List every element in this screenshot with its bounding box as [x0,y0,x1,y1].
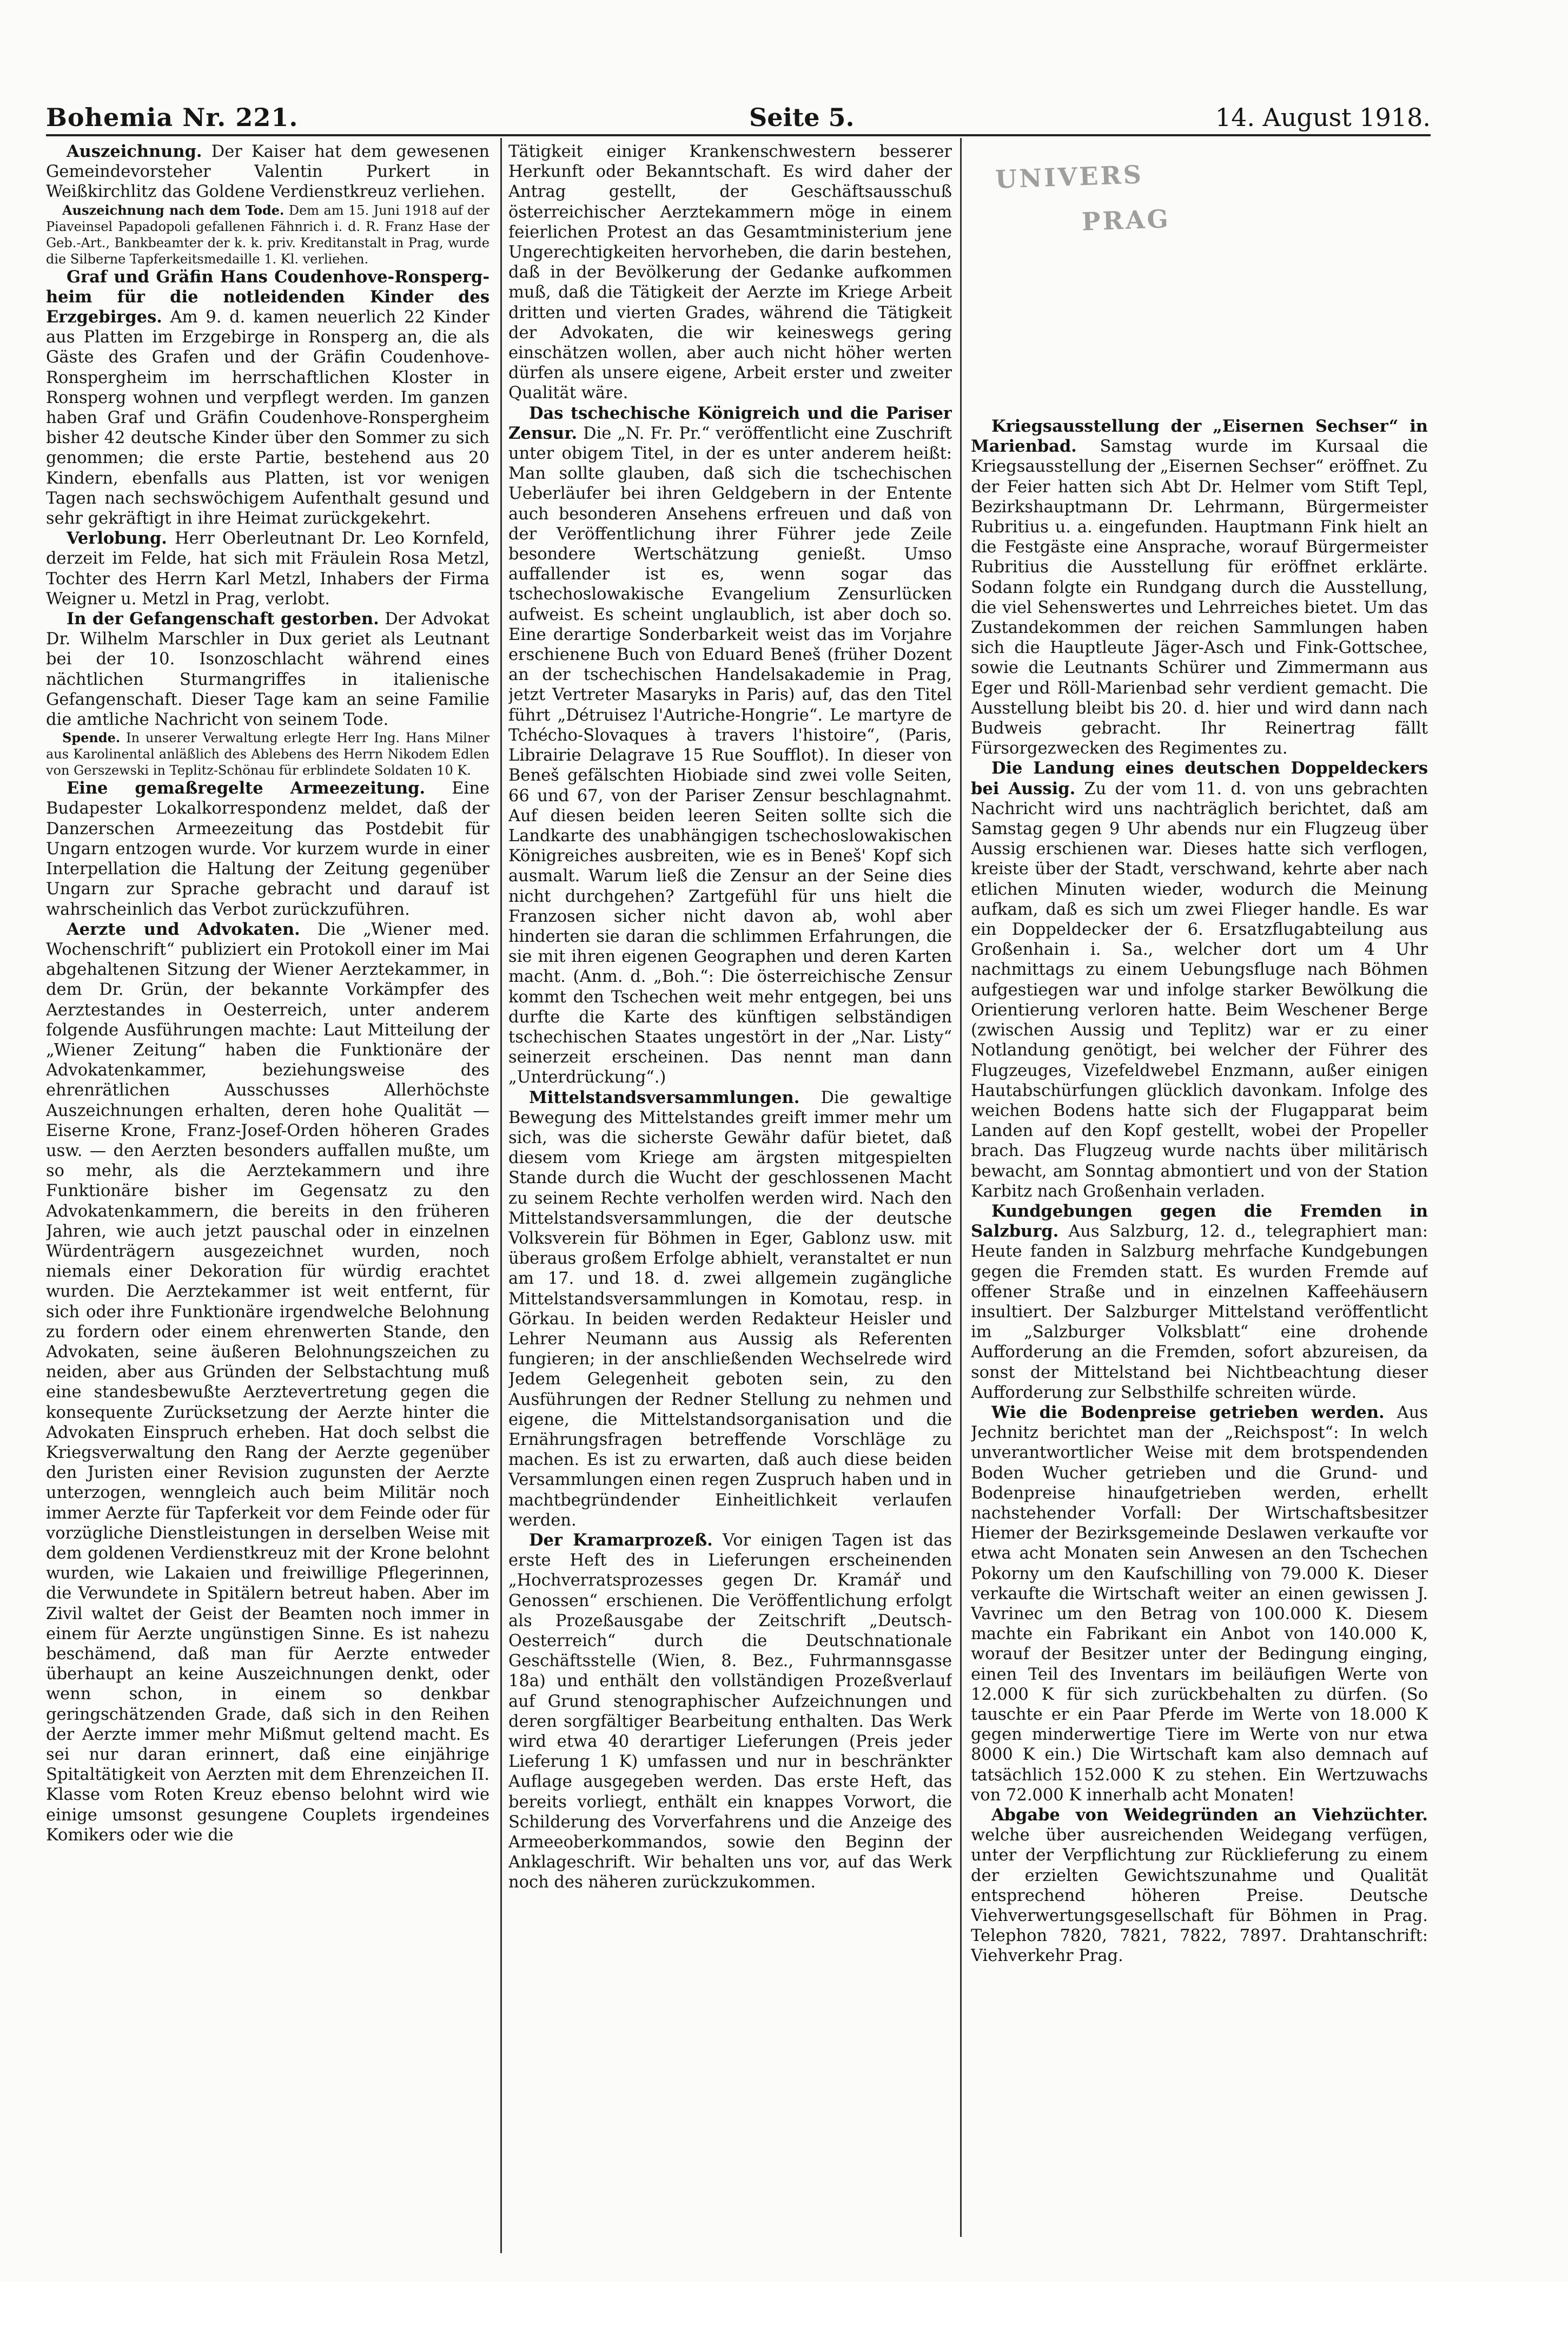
article-heading: Mittelstandsversammlungen. [529,1087,800,1107]
article-paragraph [508,404,952,1088]
article-heading: Verlobung. [67,529,167,549]
article-paragraph [508,142,952,404]
article-paragraph [971,1805,1428,1966]
article-paragraph [508,1088,952,1530]
column-divider [960,138,962,2237]
column-3 [971,417,1428,2337]
article-paragraph [971,417,1428,758]
article-heading: Graf und Gräfin Hans Coudenhove-Ronspergheim für die notleidenden Kinder des Erzgebirges. [46,267,489,327]
column-2 [508,142,952,2252]
column-divider [500,138,502,2253]
article-heading: Kundgebungen gegen die Fremden in Salzburg. [971,1201,1428,1242]
article-paragraph [508,1530,952,1893]
page-number: Seite 5. [749,103,855,132]
article-paragraph [971,1201,1428,1403]
header-rule [46,134,1431,136]
article-heading: Wie die Bodenpreise getrieben werden. [991,1402,1385,1422]
library-stamp [984,157,1331,265]
article-body: Vor einigen Tagen ist das erste Heft des in Lieferungen erscheinenden „Hochverratsprozesses gegen Dr. Kramář und Genossen“ erschienen. Die Veröffentlichung erfolgt als Prozeßausgabe der Zeitschrift „Deutsch-Oesterreich“ durch die Deutschnationale Geschäftsstelle (Wien, 8. Bez., Fuhrmannsgasse 18a) und enthält den vollständigen Prozeßverlauf auf Grund stenographischer Aufzeichnungen und deren sorgfältiger Bearbeitung enthalten. Das Werk wird etwa 40 derartiger Lieferungen (Preis jeder Lieferung 1 K) umfassen und nur in beschränkter Auflage ausgegeben werden. Das erste Heft, das bereits vorliegt, enthält ein knappes Vorwort, die Schilderung des Vorverfahrens und die Anzeige des Armeeoberkommandos, sowie den Beginn der Anklageschrift. Wir behalten uns vor, auf das Werk noch des näheren zurückzukommen. [508,1531,952,1892]
issue-date: 14. August 1918. [1215,103,1431,132]
stamp-text: PRAG [1081,204,1171,236]
article-body: Eine Budapester Lokalkorrespondenz meldet, daß der Danzerschen Armeezeitung das Postdebit für Ungarn entzogen wurde. Vor kurzem wurde in einer Interpellation die Haltung der Zeitung gegenüber Ungarn zur Sprache gebracht und darauf ist wahrscheinlich das Verbot zurückzuführen. [46,779,489,919]
article-heading: Auszeichnung nach dem Tode. [62,202,285,218]
article-paragraph [46,202,489,267]
article-heading: Der Kramarprozeß. [529,1530,713,1550]
article-heading: Spende. [62,730,121,746]
article-heading: Abgabe von Weidegründen an Viehzüchter. [991,1805,1428,1825]
article-body: Samstag wurde im Kursaal die Kriegsausstellung der „Eisernen Sechser“ eröffnet. Zu der Feier hatten sich Abt Dr. Helmer vom Stift Tepl, Bezirkshauptmann Dr. Lehrmann, Bürgermeister Rubritius u. a. eingefunden. Hauptmann Fink hielt an die Festgäste eine Ansprache, worauf Bürgermeister Rubritius die Ausstellung für eröffnet erklärte. Sodann folgte ein Rundgang durch die Ausstellung, die viel Sehenswertes und Lehrreiches bietet. Um das Zustandekommen der reichen Sammlungen haben sich die Hauptleute Jäger-Asch und Fink-Gottschee, sowie die Leutnants Schürer und Zimmermann aus Eger und Röll-Marienbad sehr verdient gemacht. Die Ausstellung bleibt bis 20. d. hier und wird dann nach Budweis gebracht. Ihr Reinertrag fällt Fürsorgezwecken des Regimentes zu. [971,437,1428,758]
article-body: Die „Wiener med. Wochenschrift“ publiziert ein Protokoll einer im Mai abgehaltenen Sitzung der Wiener Aerztekammer, in dem Dr. Grün, der bekannte Vorkämpfer des Aerztestandes in Oesterreich, unter anderem folgende Ausführungen machte: Laut Mitteilung der „Wiener Zeitung“ haben die Funktionäre der Advokatenkammer, beziehungsweise des ehrenrätlichen Ausschusses Allerhöchste Auszeichnungen erhalten, deren hohe Qualität — Eiserne Krone, Franz-Josef-Orden höheren Grades usw. — den Aerzten besonders auffallen mußte, um so mehr, als die Aerztekammern und ihre Funktionäre bisher im Gegensatz zu den Advokatenkammern, die bereits in den früheren Jahren, wie auch jetzt pauschal oder in einzelnen Würdenträgern ausgezeichnet wurden, noch niemals einer Dekoration für würdig erachtet wurden. Die Aerztekammer ist weit entfernt, für sich oder ihre Funktionäre irgendwelche Belohnung zu fordern oder einem ehrenwerten Stande, den Advokaten, seine äußeren Belohnungszeichen zu neiden, aber aus Gründen der Selbstachtung muß eine standesbewußte Aerztevertretung gegen die konsequente Zurücksetzung der Aerzte hinter die Advokaten Einspruch erheben. Hat doch selbst die Kriegsverwaltung den Rang der Aerzte gegenüber den Juristen einer Revision zugunsten der Aerzte unterzogen, wenngleich auch beim Militär noch immer Aerzte für Tapferkeit vor dem Feinde oder für vorzügliche Dienstleistungen in derselben Weise mit dem goldenen Verdienstkreuz mit der Krone belohnt wurden, wie Lakaien und freiwillige Pflegerinnen, die Verwundete in Spitälern betreut haben. Aber im Zivil waltet der Geist der Beamten noch immer in einem für Aerzte ungünstigen Sinne. Es ist nahezu beschämend, daß man für Aerzte entweder überhaupt an keine Auszeichnungen denkt, oder wenn schon, in einem so denkbar geringschätzenden Grade, daß sich in den Reihen der Aerzte immer mehr Mißmut geltend macht. Es sei nur daran erinnert, daß eine einjährige Spitaltätigkeit von Aerzten mit dem Ehrenzeichen II. Klasse vom Roten Kreuz ebenso belohnt wird wie einige umsonst gesungene Couplets irgendeines Komikers oder wie die [46,920,489,1845]
article-body: Tätigkeit einiger Krankenschwestern besserer Herkunft oder Bekanntschaft. Es wird daher der Antrag gestellt, der Geschäftsausschuß österreichischer Aerztekammern möge in einem feierlichen Protest an das Gesamtministerium jene Ungerechtigkeiten hervorheben, die darin bestehen, daß in der Bevölkerung der Gedanke aufkommen muß, daß die Tätigkeit der Aerzte im Kriege Arbeit dritten und vierten Grades, während die Tätigkeit der Advokaten, die wir keineswegs gering einschätzen wollen, aber auch nicht höher werten dürfen als unsere eigene, Arbeit erster und zweiter Qualität wäre. [508,142,952,403]
article-paragraph [46,267,489,529]
article-paragraph [46,142,489,202]
article-paragraph [46,778,489,919]
article-body: Herr Oberleutnant Dr. Leo Kornfeld, derzeit im Felde, hat sich mit Fräulein Rosa Metzl, Tochter des Herrn Karl Metzl, Inhabers der Firma Weigner u. Metzl in Prag, verlobt. [46,529,489,609]
article-body: Der Kaiser hat dem gewesenen Gemeindevorsteher Valentin Purkert in Weißkirchlitz das Goldene Verdienstkreuz verliehen. [46,142,489,202]
article-heading: In der Gefangenschaft gestorben. [67,609,379,629]
article-body: Die „N. Fr. Pr.“ veröffentlicht eine Zuschrift unter obigem Titel, in der es unter anderem heißt: Man sollte glauben, daß sich die tschechischen Ueberläufer bei ihren Geldgebern in der Entente auch besonderen Ansehens erfreuen und daß von der Veröffentlichung ihrer Führer jede Zeile besondere Wertschätzung genießt. Umso auffallender ist es, wenn sogar das tschechoslowakische Evangelium Zensurlücken aufweist. Es scheint unglaublich, ist aber doch so. Eine derartige Sonderbarkeit weist das im Vorjahre erschienene Buch von Eduard Beneš (früher Dozent an der tschechischen Handelsakademie in Prag, jetzt Vertreter Masaryks in Paris) auf, das den Titel führt „Détruisez l'Autriche-Hongrie“. Le martyre de Tchécho-Slovaques à travers l'histoire“, (Paris, Librairie Delagrave 15 Rue Soufflot). In dieser von Beneš gefälschten Hiobiade sind zwei volle Seiten, 66 und 67, von der Pariser Zensur beschlagnahmt. Auf diesen beiden leeren Seiten sollte sich die Landkarte des unabhängigen tschechoslowakischen Königreiches ausbreiten, wie es in Beneš' Kopf sich ausmalt. Warum ließ die Zensur an der Seine dies nicht durchgehen? Zartgefühl für uns hielt die Franzosen sicher nicht davon ab, wohl aber hinderten sie daran die schlimmen Erfahrungen, die sie mit ihren eigenen Geographen und deren Karten macht. (Anm. d. „Boh.“: Die österreichische Zensur kommt den Tschechen weit mehr entgegen, bei uns durfte die Karte des künftigen selbständigen tschechischen Staates ungestört in der „Nar. Listy“ seinerzeit erscheinen. Das nennt man dann „Unterdrückung“.) [508,424,952,1087]
article-heading: Eine gemaßregelte Armeezeitung. [67,778,426,798]
article-paragraph [971,758,1428,1201]
article-paragraph [46,609,489,730]
publication-name: Bohemia Nr. 221. [46,103,299,132]
article-body: Aus Salzburg, 12. d., telegraphiert man: Heute fanden in Salzburg mehrfache Kundgebungen gegen die Fremden statt. Es wurden Fremde auf offener Straße und in einzelnen Kaffeehäusern insultiert. Der Salzburger Mittelstand veröffentlicht im „Salzburger Volksblatt“ eine drohende Aufforderung an die Fremden, sofort abzureisen, da sonst der Mittelstand bei Nichtbeachtung dieser Aufforderung zur Selbsthilfe schreiten würde. [971,1222,1428,1402]
article-heading: Auszeichnung. [67,142,202,161]
article-body: Aus Jechnitz berichtet man der „Reichspost“: In welch unverantwortlicher Weise mit dem brotspendenden Boden Wucher getrieben und die Grund- und Bodenpreise hinaufgetrieben werden, erhellt nachstehender Vorfall: Der Wirtschaftsbesitzer Hiemer der Bezirksgemeinde Deslawen verkaufte vor etwa acht Monaten sein Anwesen an den Tschechen Pokorny um den Kaufschilling von 79.000 K. Dieser verkaufte die Wirtschaft weiter an einen gewissen J. Vavrinec um den Betrag von 100.000 K. Diesem machte ein Fabrikant ein Anbot von 140.000 K, worauf der Besitzer unter der Bedingung einging, einen Teil des Inventars im beiläufigen Werte von 12.000 K für sich zurückbehalten zu dürfen. (So tauschte er ein Paar Pferde im Werte von 18.000 K gegen minderwertige Tiere im Werte von nur etwa 8000 K ein.) Die Wirtschaft kam also demnach auf tatsächlich 152.000 K zu stehen. Ein Wertzuwachs von 72.000 K innerhalb acht Monaten! [971,1403,1428,1805]
article-body: Zu der vom 11. d. von uns gebrachten Nachricht wird uns nachträglich berichtet, daß am Samstag gegen 9 Uhr abends nur ein Flugzeug über Aussig erschienen war. Dieses hatte sich verflogen, kreiste über der Stadt, verschwand, kehrte aber nach etlichen Minuten wieder, wodurch die Meinung aufkam, daß es sich um zwei Flieger handle. Es war ein Doppeldecker der 6. Ersatzflugabteilung aus Großenhain i. Sa., welcher dort um 4 Uhr nachmittags zu einem Uebungsfluge nach Böhmen aufgestiegen war und infolge starker Bewölkung die Orientierung verloren hatte. Beim Weschener Berge (zwischen Aussig und Teplitz) war er zu einer Notlandung genötigt, bei welcher der Führer des Flugzeuges, Vizefeldwebel Enzmann, außer einigen Hautabschürfungen glücklich davonkam. Infolge des weichen Bodens hatte sich der Flugapparat beim Landen auf den Kopf gestellt, wobei der Propeller brach. Das Flugzeug wurde nachts über militärisch bewacht, am Sonntag abmontiert und von der Station Karbitz nach Großenhain verladen. [971,779,1428,1201]
article-body: Am 9. d. kamen neuerlich 22 Kinder aus Platten im Erzgebirge in Ronsperg an, die als Gäste des Grafen und der Gräfin Coudenhove-Ronspergheim im herrschaftlichen Kloster in Ronsperg wohnen und verpflegt werden. Im ganzen haben Graf und Gräfin Coudenhove-Ronspergheim bisher 42 deutsche Kinder über den Sommer zu sich genommen; die erste Partie, bestehend aus 20 Kindern, ebenfalls aus Platten, ist vor wenigen Tagen nach sechswöchigem Aufenthalt gesund und sehr gekräftigt in ihre Heimat zurückgekehrt. [46,308,489,529]
article-body: Der Advokat Dr. Wilhelm Marschler in Dux geriet als Leutnant bei der 10. Isonzoschlacht während eines nächtlichen Sturmangriffes in italienische Gefangenschaft. Dieser Tage kam an seine Familie die amtliche Nachricht von seinem Tode. [46,610,489,730]
article-paragraph [46,920,489,1845]
article-heading: Die Landung eines deutschen Doppeldeckers bei Aussig. [971,758,1428,798]
article-body: Dem am 15. Juni 1918 auf der Piaveinsel Papadopoli gefallenen Fähnrich i. d. R. Franz Hase der Geb.-Art., Bankbeamter der k. k. priv. Kreditanstalt in Prag, wurde die Silberne Tapferkeitsmedaille 1. Kl. verliehen. [46,202,489,267]
article-heading: Das tschechische Königreich und die Pariser Zensur. [508,403,952,443]
article-heading: Kriegsausstellung der „Eisernen Sechser“ in Marienbad. [971,417,1428,457]
article-body: welche über ausreichenden Weidegang verfügen, unter der Verpflichtung zur Rücklieferung zu einem der erzielten Gewichtszunahme und Qualität entsprechend höheren Preise. Deutsche Viehverwertungsgesellschaft für Böhmen in Prag. Telephon 7820, 7821, 7822, 7897. Drahtanschrift: Viehverkehr Prag. [971,1826,1428,1966]
article-heading: Aerzte und Advokaten. [67,919,300,939]
column-1 [46,142,489,2252]
article-body: Die gewaltige Bewegung des Mittelstandes greift immer mehr um sich, was die sicherste Gewähr dafür bietet, daß diesem vom Kriege am ärgsten mitgespielten Stande durch die Wucht der geschlossenen Macht zu seinem Rechte verholfen werden wird. Nach den Mittelstandsversammlungen, die der deutsche Volksverein für Böhmen in Eger, Gablonz usw. mit überaus großem Erfolge abhielt, veranstaltet er nun am 17. und 18. d. zwei allgemein zugängliche Mittelstandsversammlungen in Komotau, resp. in Görkau. In beiden werden Redakteur Heisler und Lehrer Neumann aus Aussig als Referenten fungieren; in der anschließenden Wechselrede wird Jedem Gelegenheit geboten sein, zu den Ausführungen der Redner Stellung zu nehmen und eigene, die Mittelstandsorganisation und die Ernährungsfragen betreffende Vorschläge zu machen. Es ist zu erwarten, daß auch diese beiden Versammlungen einen regen Zuspruch haben und in machtbegründender Einheitlichkeit verlaufen werden. [508,1088,952,1530]
article-paragraph [46,529,489,609]
article-paragraph [971,1403,1428,1805]
article-body: In unserer Verwaltung erlegte Herr Ing. Hans Milner aus Karolinental anläßlich des Ablebens des Herrn Nikodem Edlen von Gerszewski in Teplitz-Schönau für erblindete Soldaten 10 K. [46,730,489,778]
article-paragraph [46,730,489,778]
stamp-text: UNIVERS [995,160,1144,194]
